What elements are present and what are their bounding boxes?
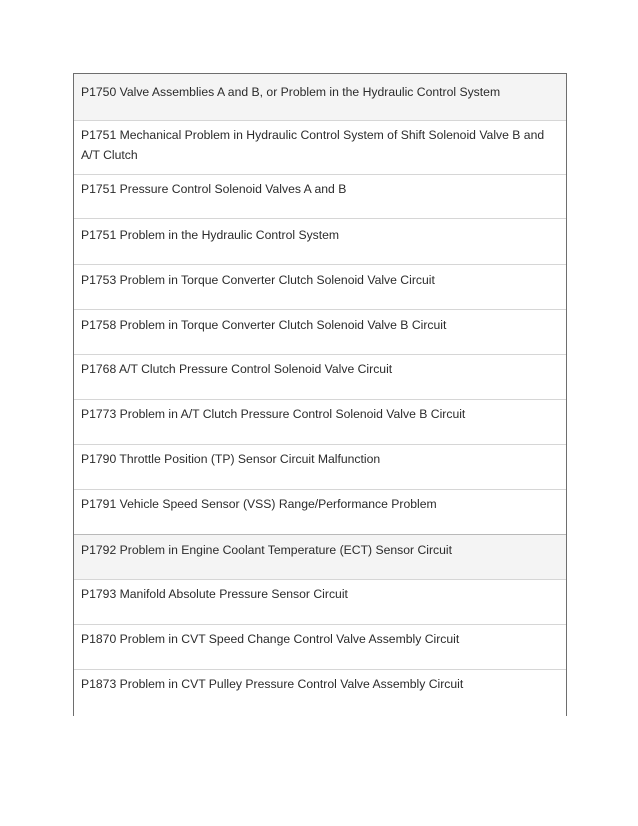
code-description: P1758 Problem in Torque Converter Clutch Solenoid Valve B Circuit <box>81 318 447 332</box>
table-row <box>74 490 566 535</box>
code-description: P1773 Problem in A/T Clutch Pressure Control Solenoid Valve B Circuit <box>81 407 466 421</box>
table-row <box>74 121 566 175</box>
code-description: P1751 Problem in the Hydraulic Control System <box>81 228 340 242</box>
code-description: P1793 Manifold Absolute Pressure Sensor Circuit <box>81 587 348 601</box>
table-row <box>74 310 566 355</box>
table-row <box>74 445 566 490</box>
table-row <box>74 580 566 625</box>
table-row <box>74 355 566 400</box>
table-row <box>74 535 566 580</box>
table-row <box>74 670 566 716</box>
code-description: P1768 A/T Clutch Pressure Control Solenoid Valve Circuit <box>81 362 393 376</box>
code-description: P1751 Mechanical Problem in Hydraulic Control System of Shift Solenoid Valve B and A/T Clutch <box>81 128 545 162</box>
table-row <box>74 219 566 265</box>
table-row <box>74 400 566 445</box>
code-description: P1792 Problem in Engine Coolant Temperature (ECT) Sensor Circuit <box>81 543 452 557</box>
code-description: P1870 Problem in CVT Speed Change Control Valve Assembly Circuit <box>81 632 460 646</box>
code-description: P1750 Valve Assemblies A and B, or Problem in the Hydraulic Control System <box>81 85 501 99</box>
table-row <box>74 625 566 670</box>
code-description: P1790 Throttle Position (TP) Sensor Circuit Malfunction <box>81 452 381 466</box>
dtc-code-table <box>73 73 567 716</box>
table-row <box>74 74 566 121</box>
code-description: P1791 Vehicle Speed Sensor (VSS) Range/Performance Problem <box>81 497 437 511</box>
code-description: P1751 Pressure Control Solenoid Valves A and B <box>81 182 347 196</box>
code-description: P1873 Problem in CVT Pulley Pressure Control Valve Assembly Circuit <box>81 677 464 691</box>
table-row <box>74 265 566 310</box>
code-description: P1753 Problem in Torque Converter Clutch Solenoid Valve Circuit <box>81 273 435 287</box>
table-row <box>74 175 566 219</box>
